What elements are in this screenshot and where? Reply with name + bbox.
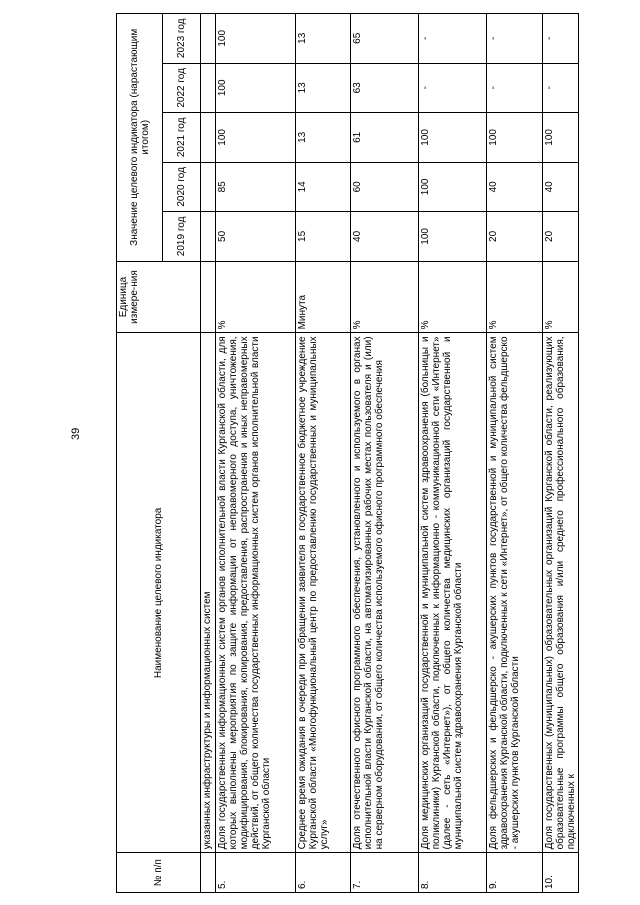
value-cell: - [487, 63, 543, 113]
row-number: 10. [543, 853, 579, 893]
value-cell: - [543, 14, 579, 64]
value-cell: - [543, 63, 579, 113]
value-cell: 63 [351, 63, 419, 113]
indicator-name: Доля отечественного офисного программного обеспечения, установленного и используемого в органах исполнительной власти Курганской области, на автоматизированных рабочих местах пользователя и (или) на серверном оборудовании, от общего количества используемого офисного программного обеспечения [351, 333, 419, 853]
value-cell: 100 [543, 113, 579, 163]
value-cell: 61 [351, 113, 419, 163]
value-cell: 100 [419, 113, 487, 163]
table-row [419, 14, 487, 893]
value-cell: 65 [351, 14, 419, 64]
unit-cell: % [419, 261, 487, 333]
header-value-group: Значение целевого индикатора (нарастающим итогом) [117, 14, 163, 262]
header-no: № п/п [117, 853, 201, 893]
unit-cell: % [351, 261, 419, 333]
header-name: Наименование целевого индикатора [117, 333, 201, 853]
header-year: 2019 год [163, 212, 201, 262]
row-number: 5. [216, 853, 296, 893]
value-cell: 15 [296, 212, 351, 262]
value-cell: 85 [216, 162, 296, 212]
table-row [543, 14, 579, 893]
indicator-name: Доля медицинских организаций государственной и муниципальной систем здравоохранения (больницы и поликлиники) Курганской области, подключенных к информационно - коммуникационной сети «Интернет» (далее - сеть «Интернет»), от общего количества медицинских организаций государственной и муниципальной систем здравоохранения Курганской области [419, 333, 487, 853]
indicator-name: Доля государственных информационных систем органов исполнительной власти Курганской области, для которых выполнены мероприятия по защите информации от неправомерного доступа, уничтожения, модифицирования, блокирования, копирования, предоставления, распространения и иных неправомерных действий, от общего количества государственных информационных систем органов исполнительной власти Курганской области [216, 333, 296, 853]
value-cell: 13 [296, 113, 351, 163]
row-number: 8. [419, 853, 487, 893]
unit-cell: % [543, 261, 579, 333]
indicator-name: Доля фельдшерских и фельдшерско - акушерских пунктов государственной и муниципальной систем здравоохранения Курганской области, подключенных к сети «Интернет», от общего количества фельдшерско - акушерских пунктов Курганской области [487, 333, 543, 853]
continuation-text: указанных инфраструктуры и информационных систем [201, 333, 216, 853]
unit-cell: % [216, 261, 296, 333]
value-cell: 13 [296, 14, 351, 64]
value-cell: 20 [543, 212, 579, 262]
row-number: 9. [487, 853, 543, 893]
header-year: 2022 год [163, 63, 201, 113]
value-cell: 13 [296, 63, 351, 113]
value-cell: - [419, 14, 487, 64]
table-row [216, 14, 296, 893]
indicator-name: Среднее время ожидания в очереди при обращении заявителя в государственное бюджетное учреждение Курганской области «Многофункциональный центр по предоставлению государственных и муниципальных услуг» [296, 333, 351, 853]
header-unit: Единица измере-ния [117, 261, 201, 333]
header-year: 2020 год [163, 162, 201, 212]
value-cell: 50 [216, 212, 296, 262]
row-number: 7. [351, 853, 419, 893]
value-cell: 100 [216, 14, 296, 64]
indicator-name: Доля государственных (муниципальных) образовательных организаций Курганской области, реализующих образовательные программы общего образования и/или среднего профессионального образования, подключенных к [543, 333, 579, 853]
header-year: 2021 год [163, 113, 201, 163]
value-cell: 100 [216, 113, 296, 163]
table-row [351, 14, 419, 893]
value-cell: 100 [487, 113, 543, 163]
value-cell: - [487, 14, 543, 64]
value-cell: 40 [543, 162, 579, 212]
value-cell: 40 [487, 162, 543, 212]
value-cell: 100 [419, 162, 487, 212]
value-cell: 60 [351, 162, 419, 212]
value-cell: 14 [296, 162, 351, 212]
value-cell: 20 [487, 212, 543, 262]
page-number: 39 [70, 427, 82, 440]
value-cell: 100 [419, 212, 487, 262]
indicator-table-container [116, 13, 577, 893]
table-row [296, 14, 351, 893]
value-cell: 100 [216, 63, 296, 113]
header-year: 2023 год [163, 14, 201, 64]
value-cell: 40 [351, 212, 419, 262]
indicator-table [116, 13, 579, 893]
table-row [487, 14, 543, 893]
unit-cell: % [487, 261, 543, 333]
table-row [201, 14, 216, 893]
value-cell: - [419, 63, 487, 113]
unit-cell: Минута [296, 261, 351, 333]
row-number: 6. [296, 853, 351, 893]
